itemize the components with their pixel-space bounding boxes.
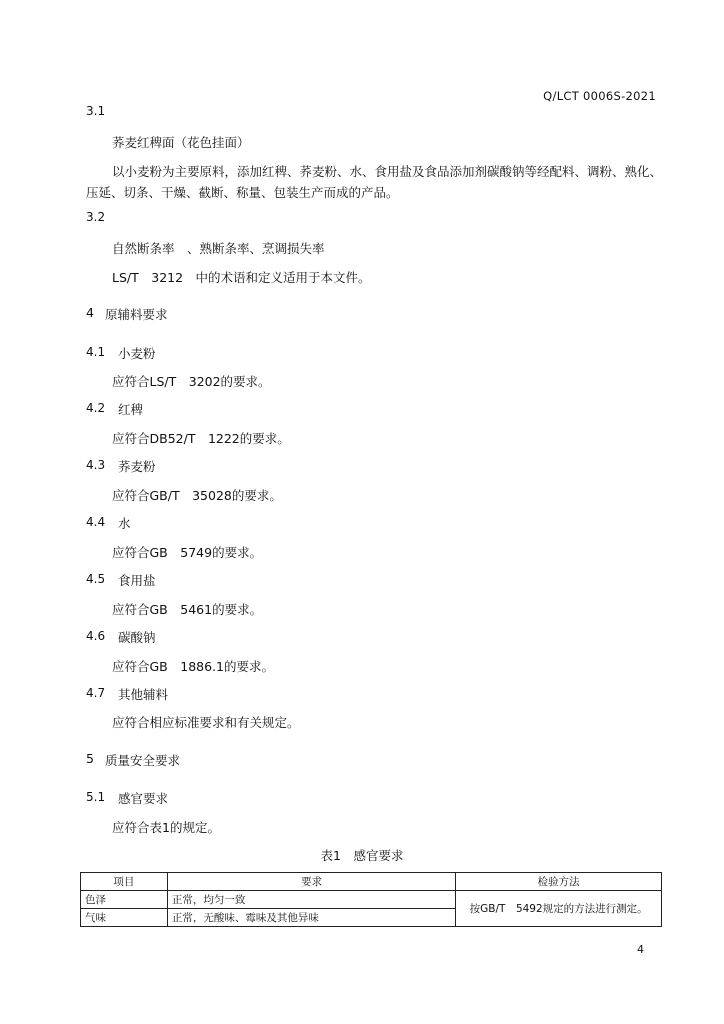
cell-item: 色泽 [81, 891, 168, 909]
header-requirement: 要求 [167, 873, 455, 891]
section-5-title: 质量安全要求 [105, 753, 181, 768]
section-3-1-def-line2: 压延、切条、干燥、截断、称量、包装生产而成的产品。 [86, 185, 399, 200]
section-4-4-title: 水 [118, 516, 131, 531]
section-4-4-number: 4.4 [86, 515, 106, 529]
section-4-3-text: 应符合GB/T 35028的要求。 [112, 488, 282, 503]
section-4-7-title: 其他辅料 [118, 687, 169, 702]
cell-test-method: 按GB/T 5492规定的方法进行测定。 [456, 891, 662, 927]
section-4-3-title: 荞麦粉 [118, 459, 156, 474]
section-4-number: 4 [86, 305, 94, 320]
section-3-2-term: 自然断条率 、熟断条率、烹调损失率 [112, 241, 325, 256]
doc-code: Q/LCT 0006S-2021 [543, 89, 656, 103]
section-4-6-text: 应符合GB 1886.1的要求。 [112, 659, 274, 674]
section-4-7-number: 4.7 [86, 686, 106, 700]
section-3-2-def: LS/T 3212 中的术语和定义适用于本文件。 [112, 270, 371, 285]
section-4-2-number: 4.2 [86, 401, 106, 415]
header-test-method: 检验方法 [456, 873, 662, 891]
section-4-1-text: 应符合LS/T 3202的要求。 [112, 374, 271, 389]
section-3-1-def-line1: 以小麦粉为主要原料，添加红稗、荞麦粉、水、食用盐及食品添加剂碳酸钠等经配料、调粉、熟化、 [112, 164, 663, 179]
section-3-1-number: 3.1 [86, 104, 106, 118]
section-5-1-text: 应符合表1的规定。 [112, 820, 220, 835]
table-row [81, 891, 662, 909]
sensory-requirements-table [80, 872, 662, 927]
section-5-number: 5 [86, 751, 94, 766]
section-4-5-text: 应符合GB 5461的要求。 [112, 602, 263, 617]
section-4-6-number: 4.6 [86, 629, 106, 643]
section-4-7-text: 应符合相应标准要求和有关规定。 [112, 715, 300, 730]
section-4-2-title: 红稗 [118, 402, 144, 417]
section-4-1-number: 4.1 [86, 345, 106, 359]
section-4-4-text: 应符合GB 5749的要求。 [112, 545, 263, 560]
cell-item: 气味 [81, 909, 168, 927]
section-4-6-title: 碳酸钠 [118, 630, 156, 645]
section-4-title: 原辅料要求 [105, 307, 168, 322]
table-1-caption: 表1 感官要求 [320, 848, 404, 863]
section-4-2-text: 应符合DB52/T 1222的要求。 [112, 431, 290, 446]
section-5-1-title: 感官要求 [118, 791, 169, 806]
cell-requirement: 正常，无酸味、霉味及其他异味 [167, 909, 455, 927]
section-5-1-number: 5.1 [86, 790, 106, 804]
section-3-1-term: 荞麦红稗面（花色挂面） [112, 135, 250, 150]
section-4-3-number: 4.3 [86, 458, 106, 472]
table-header-row [81, 873, 662, 891]
section-4-5-title: 食用盐 [118, 573, 156, 588]
cell-requirement: 正常，均匀一致 [167, 891, 455, 909]
section-4-5-number: 4.5 [86, 572, 106, 586]
section-4-1-title: 小麦粉 [118, 346, 156, 361]
header-item: 项目 [81, 873, 168, 891]
section-3-2-number: 3.2 [86, 210, 106, 224]
page-number: 4 [637, 943, 644, 956]
